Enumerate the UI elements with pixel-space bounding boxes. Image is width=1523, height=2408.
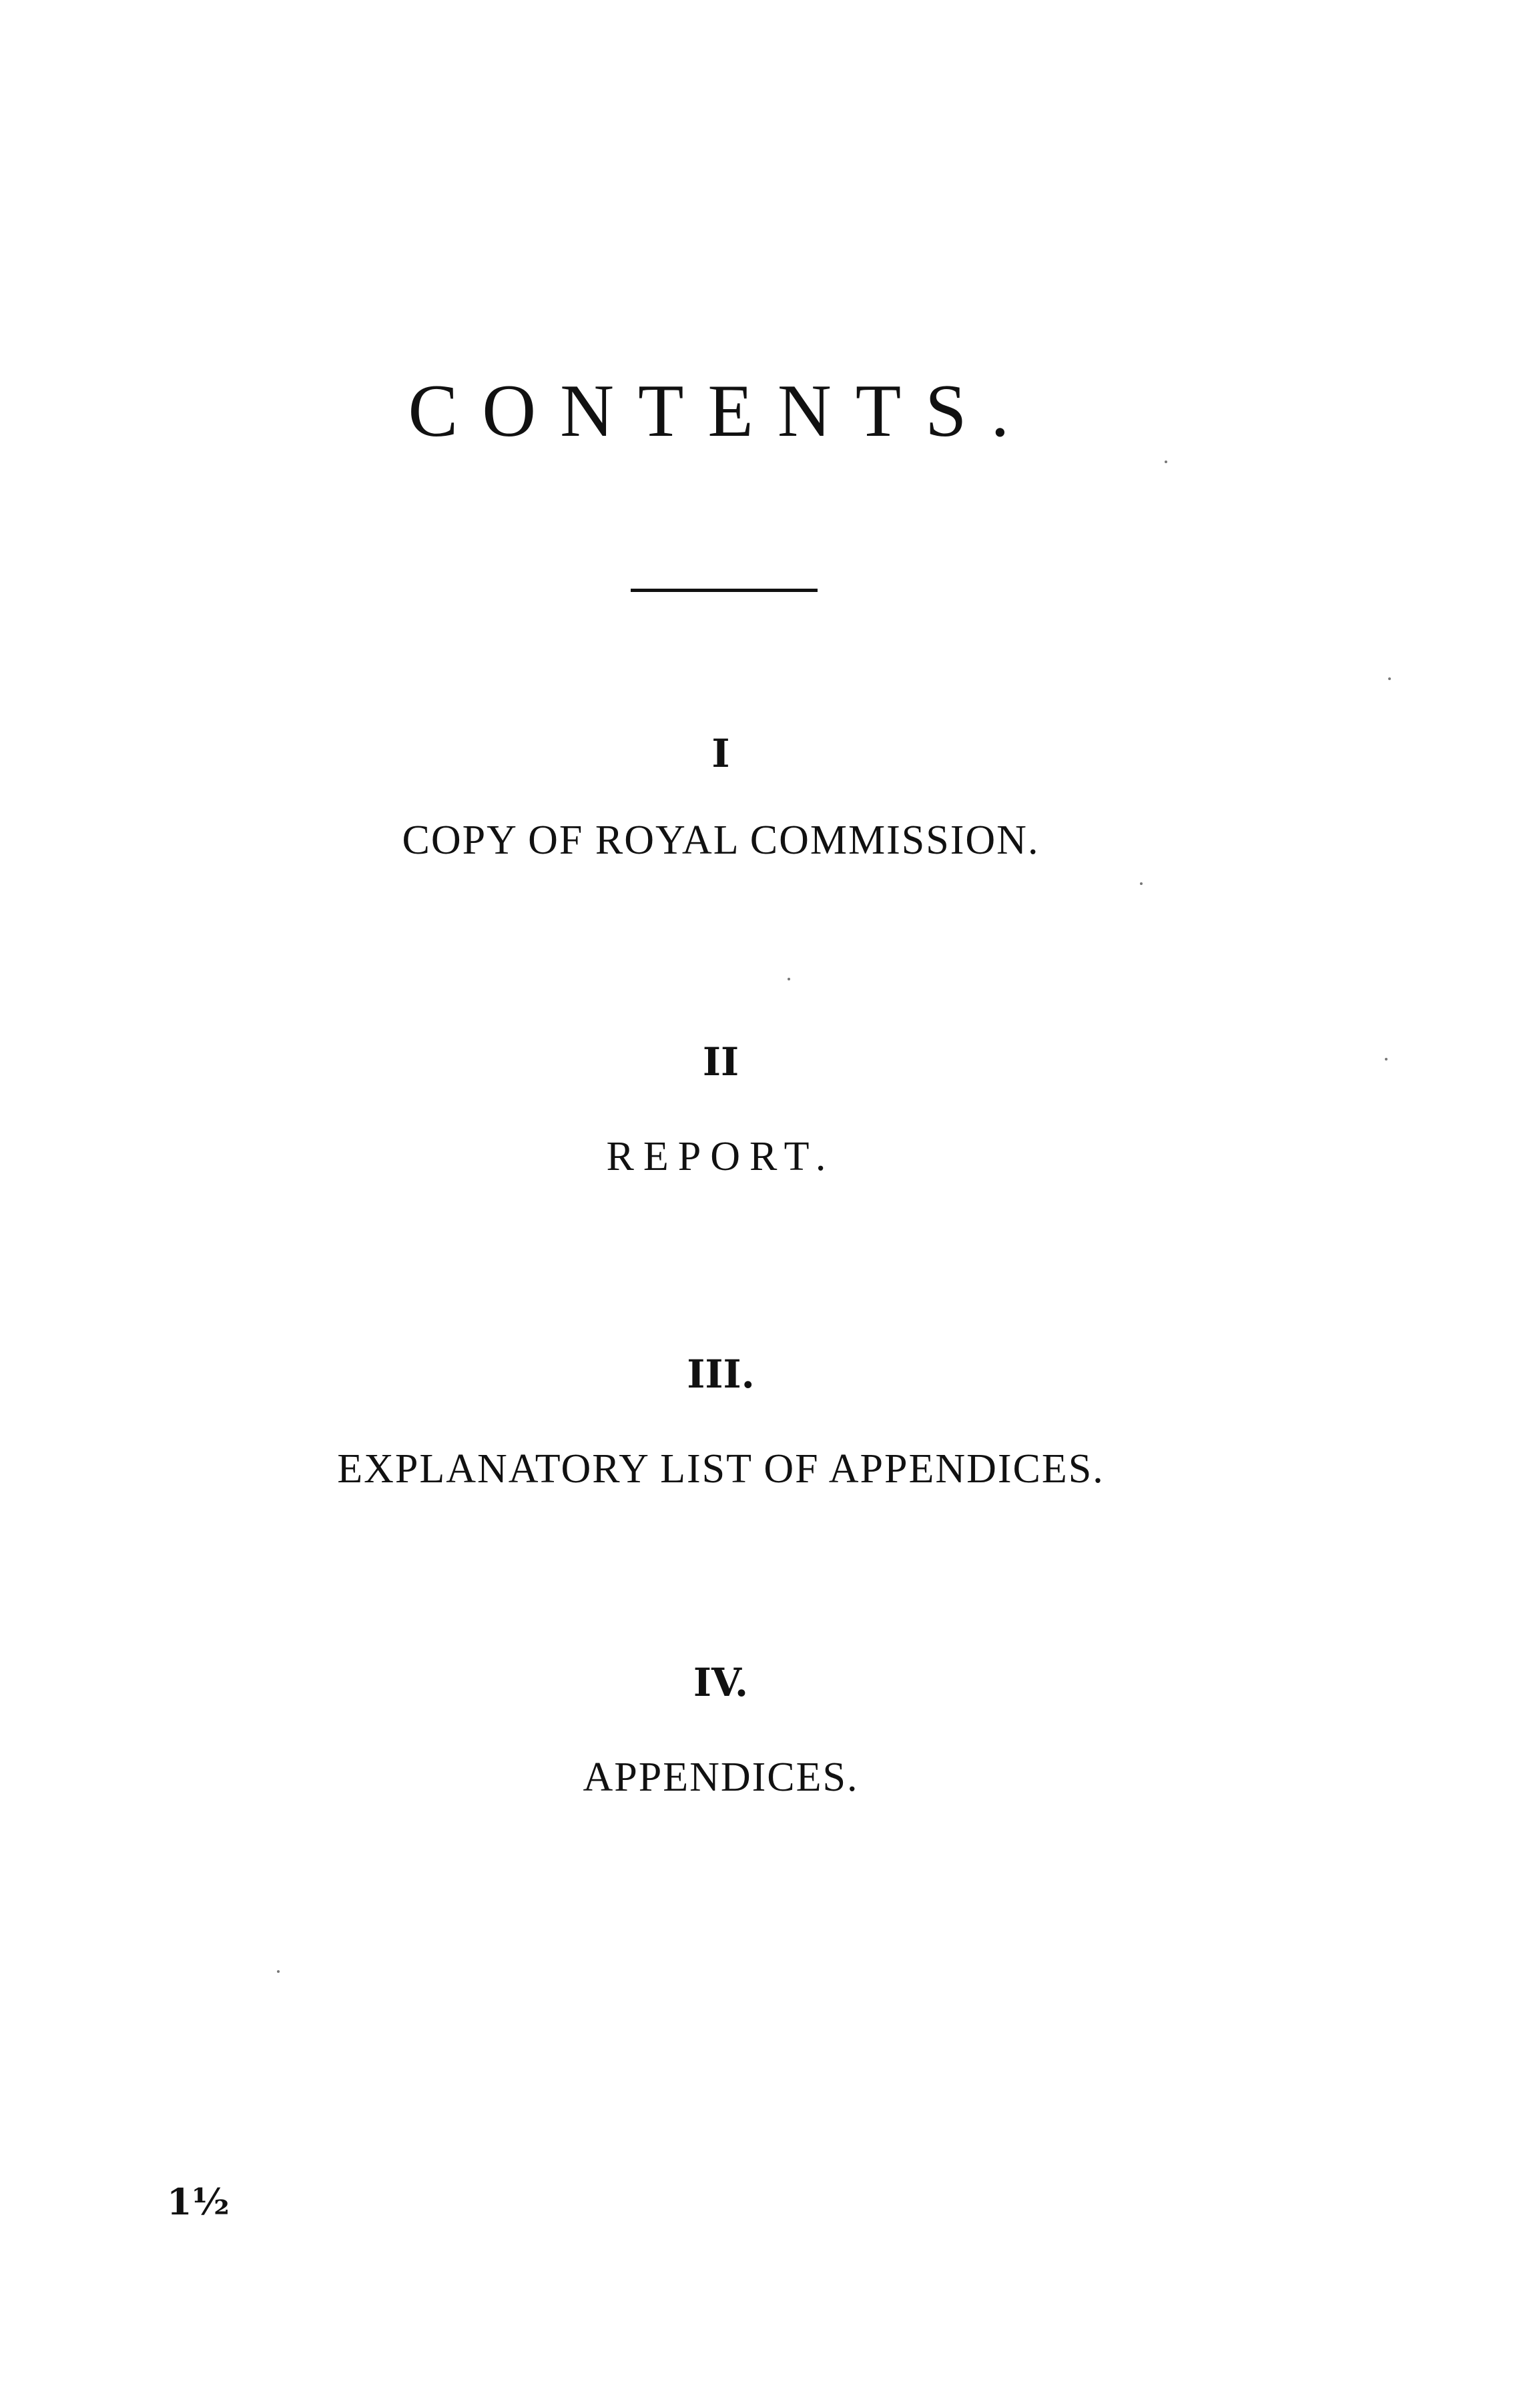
scan-speck [788, 978, 790, 980]
scan-speck [1140, 882, 1143, 885]
signature-mark: 1½ [167, 2180, 230, 2223]
page-title: CONTENTS. [408, 370, 1034, 453]
scan-speck [1385, 1058, 1388, 1061]
section-heading-1: COPY OF ROYAL COMMISSION. [402, 818, 1040, 863]
section-heading-3: EXPLANATORY LIST OF APPENDICES. [337, 1446, 1105, 1492]
title-divider [631, 589, 818, 592]
section-heading-2: REPORT. [606, 1134, 836, 1179]
section-numeral-1: I [711, 731, 730, 776]
section-numeral-4: IV. [693, 1660, 749, 1705]
section-numeral-2: II [702, 1039, 739, 1085]
section-heading-4: APPENDICES. [583, 1755, 859, 1800]
scan-speck [277, 1970, 280, 1973]
section-numeral-3: III. [687, 1351, 755, 1397]
scan-speck [1165, 461, 1167, 463]
scan-speck [1388, 677, 1391, 680]
